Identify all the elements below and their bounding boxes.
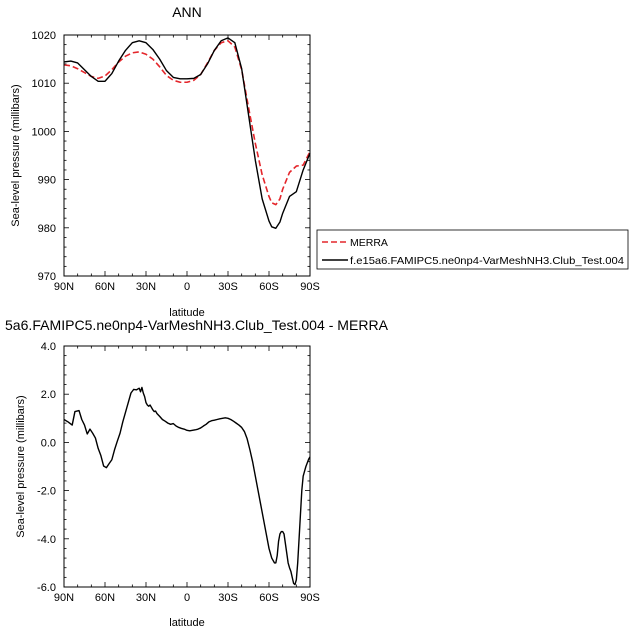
top-x-tick-label: 90N <box>53 281 75 293</box>
bottom-y-tick-label: 0.0 <box>40 437 56 450</box>
bottom-series-line-0 <box>64 387 310 584</box>
bottom-y-ticks <box>37 341 310 594</box>
bottom-x-tick-label: 30S <box>218 592 238 604</box>
top-y-tick-label: 980 <box>37 222 56 235</box>
legend-label-model: f.e15a6.FAMIPC5.ne0np4-VarMeshNH3.Club_Test.004 <box>350 255 625 267</box>
legend-label-merra: MERRA <box>350 237 388 249</box>
bottom-x-tick-label: 90S <box>300 592 320 604</box>
top-x-axis-label: latitude <box>169 307 205 319</box>
bottom-x-tick-label: 0 <box>183 592 191 604</box>
legend <box>317 230 628 269</box>
top-y-ticks <box>32 30 310 283</box>
bottom-plot-content <box>64 387 310 584</box>
top-y-tick-label: 1000 <box>31 126 56 139</box>
bottom-panel <box>5 317 389 629</box>
bottom-y-tick-label: 2.0 <box>40 389 56 402</box>
bottom-y-tick-label: -2.0 <box>37 485 56 498</box>
top-y-axis-label: Sea-level pressure (millibars) <box>10 84 22 227</box>
bottom-y-axis-label: Sea-level pressure (millibars) <box>15 395 27 538</box>
top-y-tick-label: 970 <box>37 271 56 283</box>
top-y-tick-label: 990 <box>37 174 56 187</box>
bottom-chart-title: 5a6.FAMIPC5.ne0np4-VarMeshNH3.Club_Test.004 - MERRA <box>5 317 389 333</box>
top-plot-content <box>64 38 310 228</box>
bottom-x-tick-label: 60S <box>259 592 279 604</box>
bottom-x-tick-label: 60N <box>94 592 116 604</box>
top-panel <box>10 4 320 319</box>
top-x-tick-label: 90S <box>300 281 320 293</box>
top-x-tick-label: 30S <box>218 281 238 293</box>
top-y-tick-label: 1010 <box>31 78 56 91</box>
top-chart-title: ANN <box>172 4 202 20</box>
top-plot-frame <box>64 35 310 276</box>
bottom-x-ticks <box>54 346 320 604</box>
top-x-tick-label: 30N <box>135 281 157 293</box>
bottom-y-tick-label: -6.0 <box>37 582 56 594</box>
top-x-tick-label: 0 <box>183 281 191 293</box>
top-series-line-0 <box>64 41 310 205</box>
bottom-x-tick-label: 90N <box>53 592 75 604</box>
bottom-y-tick-label: 4.0 <box>40 341 56 353</box>
bottom-x-tick-label: 30N <box>135 592 157 604</box>
bottom-plot-frame <box>64 346 310 587</box>
bottom-y-tick-label: -4.0 <box>37 533 56 546</box>
top-series-line-1 <box>64 38 310 228</box>
top-x-ticks <box>54 35 320 293</box>
top-x-tick-label: 60N <box>94 281 116 293</box>
top-y-tick-label: 1020 <box>31 30 56 42</box>
bottom-x-axis-label: latitude <box>169 617 205 629</box>
top-x-tick-label: 60S <box>259 281 279 293</box>
